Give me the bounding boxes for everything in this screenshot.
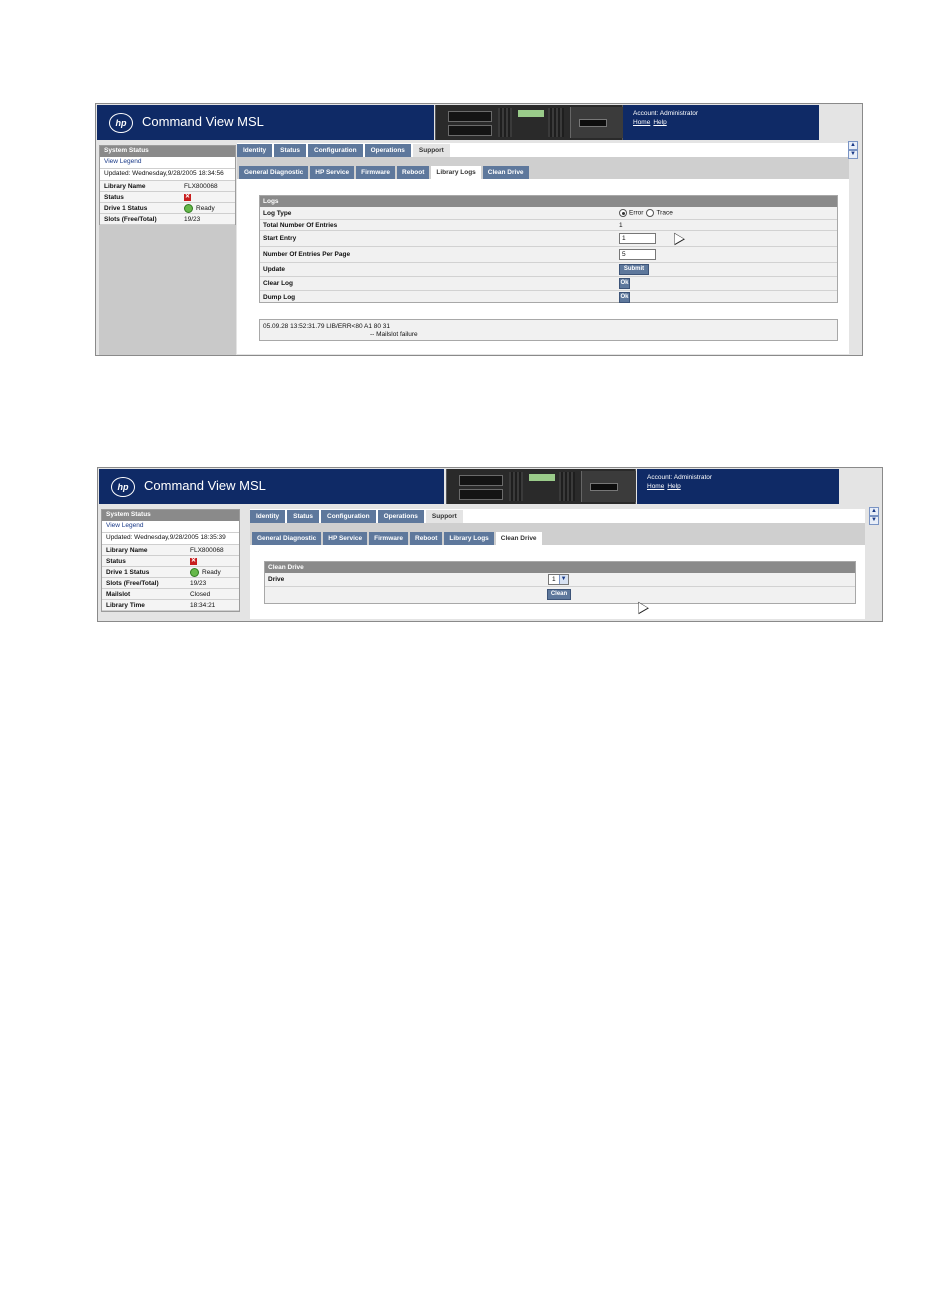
view-legend-link[interactable]: View Legend (100, 157, 235, 169)
status-row (100, 192, 235, 203)
subtab-firmware[interactable]: Firmware (369, 532, 408, 545)
app-header (96, 104, 862, 141)
sidebar-title: System Status (100, 146, 235, 157)
row-label: Total Number Of Entries (263, 221, 338, 229)
subtab-hp-service[interactable]: HP Service (323, 532, 367, 545)
app-title: Command View MSL (144, 478, 266, 493)
help-link[interactable]: Help (653, 119, 667, 126)
subtab-bar (250, 523, 865, 545)
tab-status[interactable]: Status (274, 144, 306, 157)
tab-configuration[interactable]: Configuration (308, 144, 363, 157)
drive-select-value: 1 (552, 576, 556, 583)
row-label: Drive 1 Status (104, 204, 148, 212)
row-label: Log Type (263, 209, 292, 217)
dump-log-row (260, 291, 837, 304)
tab-identity[interactable]: Identity (237, 144, 272, 157)
radio-error[interactable]: Error (619, 209, 643, 217)
subtab-clean-drive[interactable]: Clean Drive (496, 532, 542, 545)
chevron-down-icon: ▼ (559, 575, 568, 584)
row-label: Drive 1 Status (106, 568, 150, 576)
entries-per-page-input[interactable]: 5 (619, 249, 656, 260)
row-value: 18:34:21 (190, 601, 216, 609)
clean-button-row (265, 587, 855, 601)
row-label: Slots (Free/Total) (106, 579, 159, 587)
subtab-clean-drive[interactable]: Clean Drive (483, 166, 529, 179)
app-title: Command View MSL (142, 114, 264, 129)
subtab-reboot[interactable]: Reboot (410, 532, 442, 545)
scroll-up-icon[interactable]: ▲ (869, 507, 879, 516)
row-value: Ready (196, 204, 215, 212)
help-link[interactable]: Help (667, 483, 681, 490)
error-x-icon: ✕ (184, 193, 191, 200)
clear-log-ok-button[interactable]: Ok (619, 278, 630, 289)
radio-trace[interactable]: Trace (646, 209, 672, 217)
clear-log-row (260, 277, 837, 291)
account-bar (637, 469, 839, 504)
tab-operations[interactable]: Operations (378, 510, 424, 523)
hp-logo-icon: hp (109, 113, 133, 133)
row-label: Mailslot (106, 590, 131, 598)
row-value: 19/23 (184, 215, 201, 223)
tab-status[interactable]: Status (287, 510, 319, 523)
subtab-firmware[interactable]: Firmware (356, 166, 395, 179)
subtab-library-logs[interactable]: Library Logs (431, 166, 480, 179)
row-label: Status (104, 193, 124, 201)
status-row (102, 589, 239, 600)
tab-operations[interactable]: Operations (365, 144, 411, 157)
start-entry-input[interactable]: 1 (619, 233, 656, 244)
app-header (98, 468, 882, 505)
row-label: Number Of Entries Per Page (263, 251, 351, 258)
entries-per-page-row (260, 247, 837, 263)
clean-button[interactable]: Clean (547, 589, 571, 600)
log-line: 05.09.28 13:52:31.79 LIB/ERR<80 A1 80 31 (263, 323, 391, 330)
account-bar (623, 105, 819, 140)
status-row (100, 214, 235, 225)
row-label: Drive (268, 576, 285, 583)
row-label: Clear Log (263, 280, 293, 287)
tab-support[interactable]: Support (413, 144, 450, 157)
ready-dot-icon (184, 204, 193, 213)
header-title-bar (97, 105, 434, 140)
error-x-icon: ✕ (190, 557, 197, 564)
updated-timestamp: Updated: Wednesday,9/28/2005 18:34:56 (100, 169, 235, 181)
row-value: 19/23 (190, 579, 207, 587)
tab-configuration[interactable]: Configuration (321, 510, 376, 523)
row-label: Dump Log (263, 294, 296, 301)
screenshot-library-logs (95, 103, 863, 356)
sidebar-filler (99, 225, 236, 355)
subtab-bar (237, 157, 849, 179)
total-entries-row (260, 220, 837, 231)
subtab-general-diagnostic[interactable]: General Diagnostic (252, 532, 321, 545)
tape-library-image (446, 469, 636, 504)
clean-drive-panel-title: Clean Drive (265, 562, 855, 573)
log-output-panel (259, 319, 838, 341)
home-link[interactable]: Home (633, 119, 651, 126)
logs-panel (259, 195, 838, 303)
hp-logo-icon: hp (111, 477, 135, 497)
row-label: Slots (Free/Total) (104, 215, 157, 223)
clean-drive-panel (264, 561, 856, 604)
main-tabs (237, 143, 849, 157)
row-label: Library Time (106, 601, 145, 609)
drive-row (265, 573, 855, 587)
home-link[interactable]: Home (647, 483, 665, 490)
scroll-down-icon[interactable]: ▼ (848, 150, 858, 159)
ready-dot-icon (190, 568, 199, 577)
row-label: Start Entry (263, 235, 297, 242)
system-status-sidebar (101, 509, 240, 612)
log-type-row (260, 207, 837, 220)
tab-identity[interactable]: Identity (250, 510, 285, 523)
subtab-hp-service[interactable]: HP Service (310, 166, 354, 179)
scroll-down-icon[interactable]: ▼ (869, 516, 879, 525)
tape-library-image (435, 105, 623, 140)
main-content (237, 143, 849, 354)
status-row (102, 600, 239, 611)
subtab-library-logs[interactable]: Library Logs (444, 532, 493, 545)
submit-button[interactable]: Submit (619, 264, 649, 275)
header-title-bar (99, 469, 444, 504)
status-row (102, 545, 239, 556)
scroll-up-icon[interactable]: ▲ (848, 141, 858, 150)
subtab-reboot[interactable]: Reboot (397, 166, 429, 179)
status-row (100, 181, 235, 192)
main-tabs (250, 509, 865, 523)
row-label: Update (263, 266, 286, 273)
screenshot-clean-drive (97, 467, 883, 622)
status-row (102, 578, 239, 589)
row-label: Status (106, 557, 126, 565)
drive-select[interactable] (548, 574, 569, 585)
tab-support[interactable]: Support (426, 510, 463, 523)
start-entry-row (260, 231, 837, 247)
status-row (102, 567, 239, 578)
row-label: Library Name (104, 182, 146, 190)
row-value: FLX800068 (190, 546, 224, 554)
log-line-detail: -- Mailslot failure (370, 331, 418, 338)
row-value: Closed (190, 590, 211, 598)
view-legend-link[interactable]: View Legend (102, 521, 239, 533)
account-label: Account: Administrator (647, 474, 713, 481)
updated-timestamp: Updated: Wednesday,9/28/2005 18:35:39 (102, 533, 239, 545)
status-row (100, 203, 235, 214)
sidebar-title: System Status (102, 510, 239, 521)
row-value: Ready (202, 568, 221, 576)
subtab-general-diagnostic[interactable]: General Diagnostic (239, 166, 308, 179)
row-value: FLX800068 (184, 182, 218, 190)
dump-log-ok-button[interactable]: Ok (619, 292, 630, 303)
account-label: Account: Administrator (633, 110, 699, 117)
logs-panel-title: Logs (260, 196, 837, 207)
row-value: 1 (619, 221, 623, 229)
row-label: Library Name (106, 546, 148, 554)
status-row (102, 556, 239, 567)
main-content (250, 509, 865, 619)
update-row (260, 263, 837, 277)
